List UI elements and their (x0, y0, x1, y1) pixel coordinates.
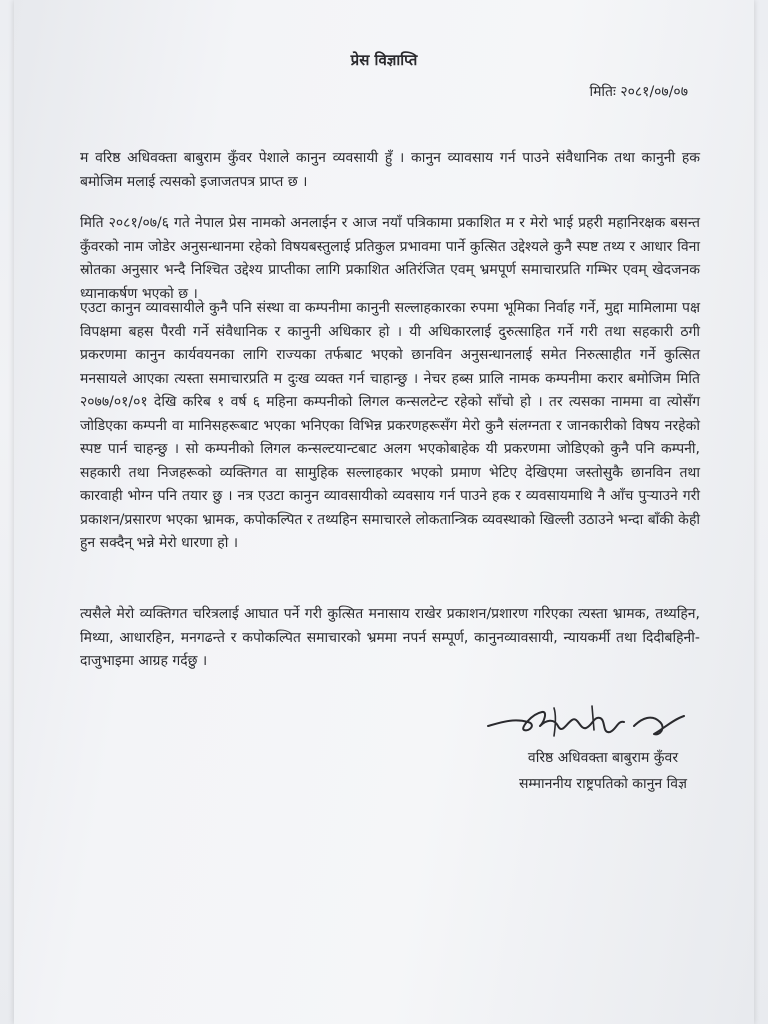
signatory-title: सम्माननीय राष्ट्रपतिको कानुन विज्ञ (518, 776, 688, 792)
paragraph-news-reference: मिति २०८१/०७/६ गते नेपाल प्रेस नामको अनलाईन र आज नयाँ पत्रिकामा प्रकाशित म र मेरो भाई प्रहरी महानिरक्षक बसन्त कुँवरको नाम जोडेर अनुसन्धानमा रहेको विषयबस्तुलाई प्रतिकुल प्रभावमा पार्ने कुत्सित उद्देश्यले कुनै स्पष्ट तथ्य र आधार विना स्रोतका अनुसार भन्दै निश्चित उद्देश्य प्राप्तीका लागि प्रकाशित अतिरंजित एवम् भ्रमपूर्ण समाचारप्रति गम्भिर एवम् खेदजनक ध्यानाकर्षण भएको छ । (80, 215, 700, 302)
signatory-name: वरिष्ठ अधिवक्ता बाबुराम कुँवर (527, 750, 679, 766)
paragraph-legal-clarification: एउटा कानुन व्यावसायीले कुनै पनि संस्था वा कम्पनीमा कानुनी सल्लाहकारका रुपमा भूमिका निर्वाह गर्ने, मुद्दा मामिलामा पक्ष विपक्षमा बहस पैरवी गर्ने संवैधानिक र कानुनी अधिकार हो । यी अधिकारलाई दुरुत्साहित गर्ने गरी तथा सहकारी ठगी प्रकरणमा कानुन कार्यवयनका लागि राज्यका तर्फबाट भएको छानविन अनुसन्धानलाई समेत निरुत्साहीत गर्ने कुत्सित मनसायले आएका त्यस्ता समाचारप्रति म दुःख व्यक्त गर्न चाहान्छु । नेचर हब्स प्रालि नामक कम्पनीमा करार बमोजिम मिति २०७७/०१/०१ देखि करिब १ वर्ष ६ महिना कम्पनीको लिगल कन्सलटेन्ट रहेको साँचो हो । तर त्यसका नाममा वा त्योसँग जोडिएका कम्पनी वा मानिसहरूबाट भएका भनिएका विभिन्न प्रकरणहरूसँग मेरो कुनै संलग्नता र जानकारीको विषय नरहेको स्पष्ट पार्न चाहन्छु । सो कम्पनीको लिगल कन्सल्टयान्टबाट अलग भएकोबाहेक यी प्रकरणमा जोडिएको कुनै पनि कम्पनी, सहकारी तथा निजहरूको व्यक्तिगत वा सामुहिक सल्लाहकार भएको प्रमाण भेटिए देखिएमा जस्तोसुकै छानविन तथा कारवाही भोग्न पनि तयार छु । नत्र एउटा कानुन व्यावसायीको व्यवसाय गर्न पाउने हक र व्यवसायमाथि नै आँच पुऱ्याउने गरी प्रकाशन/प्रसारण भएका भ्रामक, कपोकल्पित र तथ्यहिन समाचारले लोकतान्त्रिक व्यवस्थाको खिल्ली उठाउने भन्दा बाँकी केही हुन सक्दैन् भन्ने मेरो धारणा हो । (80, 300, 700, 551)
paragraph-intro: म वरिष्ठ अधिवक्ता बाबुराम कुँवर पेशाले कानुन व्यवसायी हुँ । कानुन व्यावसाय गर्न पाउने संवैधानिक तथा कानुनी हक बमोजिम मलाई त्यसको इजाजतपत्र प्राप्त छ । (80, 150, 700, 190)
paragraph-appeal: त्यसैले मेरो व्यक्तिगत चरित्रलाई आघात पर्ने गरी कुत्सित मनासाय राखेर प्रकाशन/प्रशारण गरिएका त्यस्ता भ्रामक, तथ्यहिन, मिथ्या, आधारहिन, मनगढन्ते र कपोकल्पित समाचारको भ्रममा नपर्न सम्पूर्ण, कानुनव्यावसायी, न्यायकर्मी तथा दिदीबहिनी-दाजुभाइमा आग्रह गर्दछु । (80, 606, 700, 669)
document-title: प्रेस विज्ञाप्ति (350, 51, 418, 69)
handwritten-signature (484, 700, 694, 750)
document-date: मितिः २०८१/०७/०७ (589, 84, 688, 100)
